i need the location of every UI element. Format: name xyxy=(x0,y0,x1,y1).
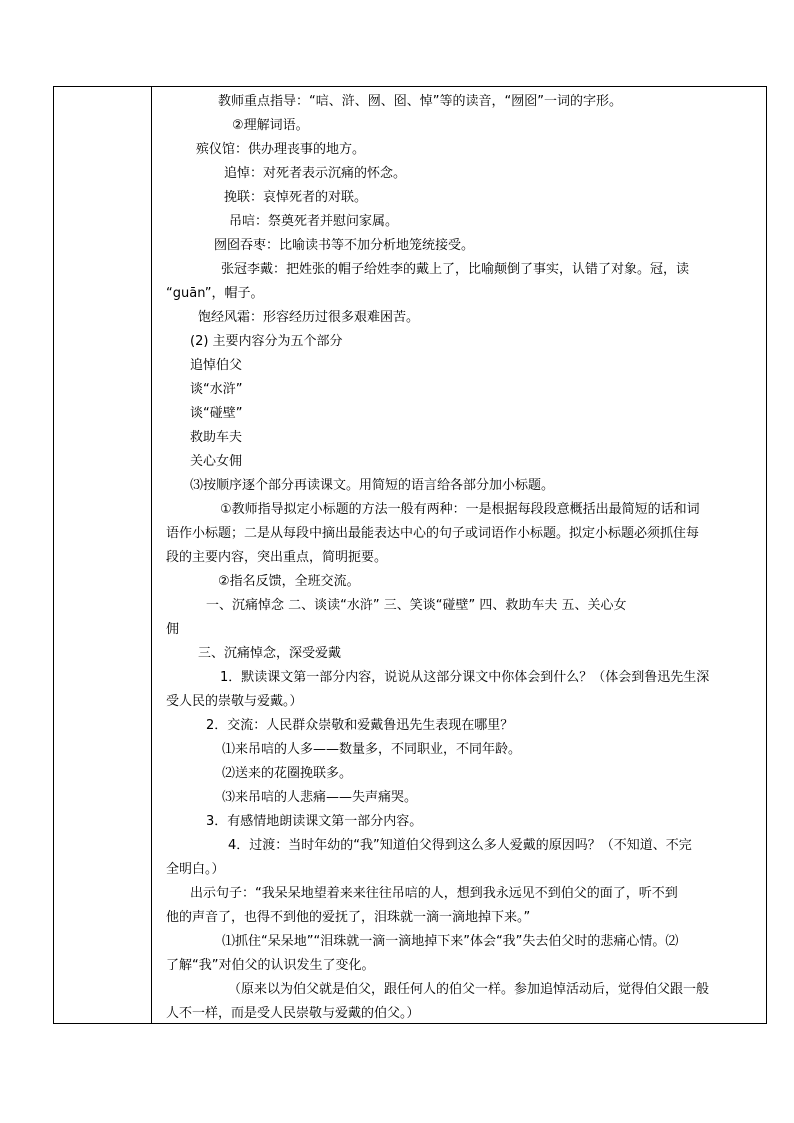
text-line: 张冠李戴：把姓张的帽子给姓李的戴上了，比喻颠倒了事实，认错了对象。冠，读 xyxy=(221,262,690,277)
left-column-cell xyxy=(54,87,152,1023)
text-line: 出示句子：“我呆呆地望着来来往往吊唁的人，想到我永远见不到伯父的面了，听不到 xyxy=(190,886,678,901)
text-line: ②指名反馈，全班交流。 xyxy=(218,574,360,589)
text-line: 佣 xyxy=(166,622,180,637)
text-line: ②理解词语。 xyxy=(232,118,309,133)
content-cell xyxy=(162,87,764,1023)
text-line: 吊唁：祭奠死者并慰问家属。 xyxy=(229,214,399,229)
text-line: （原来以为伯父就是伯父，跟任何人的伯父一样。参加追悼活动后，觉得伯父跟一般 xyxy=(228,982,710,997)
text-line: 救助车夫 xyxy=(190,430,243,445)
text-line: 挽联：哀悼死者的对联。 xyxy=(224,190,368,205)
text-line: 殡仪馆：供办理丧事的地方。 xyxy=(196,142,366,157)
text-line: 他的声音了，也得不到他的爱抚了，泪珠就一滴一滴地掉下来。” xyxy=(166,910,531,925)
text-line: 全明白。） xyxy=(166,862,225,877)
text-line: 囫囵吞枣：比喻读书等不加分析地笼统接受。 xyxy=(214,238,475,253)
text-line: ⑶来吊唁的人悲痛——失声痛哭。 xyxy=(222,790,418,805)
text-line: 追悼：对死者表示沉痛的怀念。 xyxy=(224,166,407,181)
text-line: 3．有感情地朗读课文第一部分内容。 xyxy=(206,814,423,829)
text-line: 语作小标题；二是从每段中摘出最能表达中心的句子或词语作小标题。拟定小标题必须抓住每 xyxy=(166,526,700,541)
text-line: ①教师指导拟定小标题的方法一般有两种：一是根据每段段意概括出最简短的话和词 xyxy=(220,502,700,517)
text-line: ⑶按顺序逐个部分再读课文。用简短的语言给各部分加小标题。 xyxy=(190,478,555,493)
text-line: 段的主要内容，突出重点，简明扼要。 xyxy=(166,550,388,565)
text-line: 2．交流：人民群众崇敬和爱戴鲁迅先生表现在哪里？ xyxy=(206,718,514,733)
text-line: 4．过渡：当时年幼的“我”知道伯父得到这么多人爱戴的原因吗？（不知道、不完 xyxy=(228,838,692,853)
text-line: 一、沉痛悼念 二、谈读“水浒” 三、笑谈“碰壁” 四、救助车夫 五、关心女 xyxy=(206,598,627,613)
text-line: 追悼伯父 xyxy=(190,358,243,373)
text-line: 人不一样，而是受人民崇敬与爱戴的伯父。） xyxy=(166,1006,420,1021)
text-line: ⑴来吊唁的人多——数量多，不同职业，不同年龄。 xyxy=(222,742,522,757)
text-line: 谈“水浒” xyxy=(190,382,243,397)
text-line: 受人民的崇敬与爱戴。） xyxy=(166,694,303,709)
text-line: (2) 主要内容分为五个部分 xyxy=(190,334,343,349)
lesson-table xyxy=(53,86,767,1024)
text-line: “guān”，帽子。 xyxy=(166,286,264,301)
text-line: 三、沉痛悼念，深受爱戴 xyxy=(198,646,342,661)
text-line: 教师重点指导：“唁、浒、囫、囵、悼”等的读音，“囫囵”一词的字形。 xyxy=(218,94,622,109)
text-line: 饱经风霜：形容经历过很多艰难困苦。 xyxy=(198,310,420,325)
text-line: ⑵送来的花圈挽联多。 xyxy=(222,766,353,781)
text-line: 1．默读课文第一部分内容，说说从这部分课文中你体会到什么？（体会到鲁迅先生深 xyxy=(220,670,710,685)
text-line: 谈“碰壁” xyxy=(190,406,243,421)
text-line: 了解“我”对伯父的认识发生了变化。 xyxy=(166,958,375,973)
text-line: ⑴抓住“呆呆地”“泪珠就一滴一滴地掉下来”体会“我”失去伯父时的悲痛心情。⑵ xyxy=(222,934,679,949)
text-line: 关心女佣 xyxy=(190,454,243,469)
